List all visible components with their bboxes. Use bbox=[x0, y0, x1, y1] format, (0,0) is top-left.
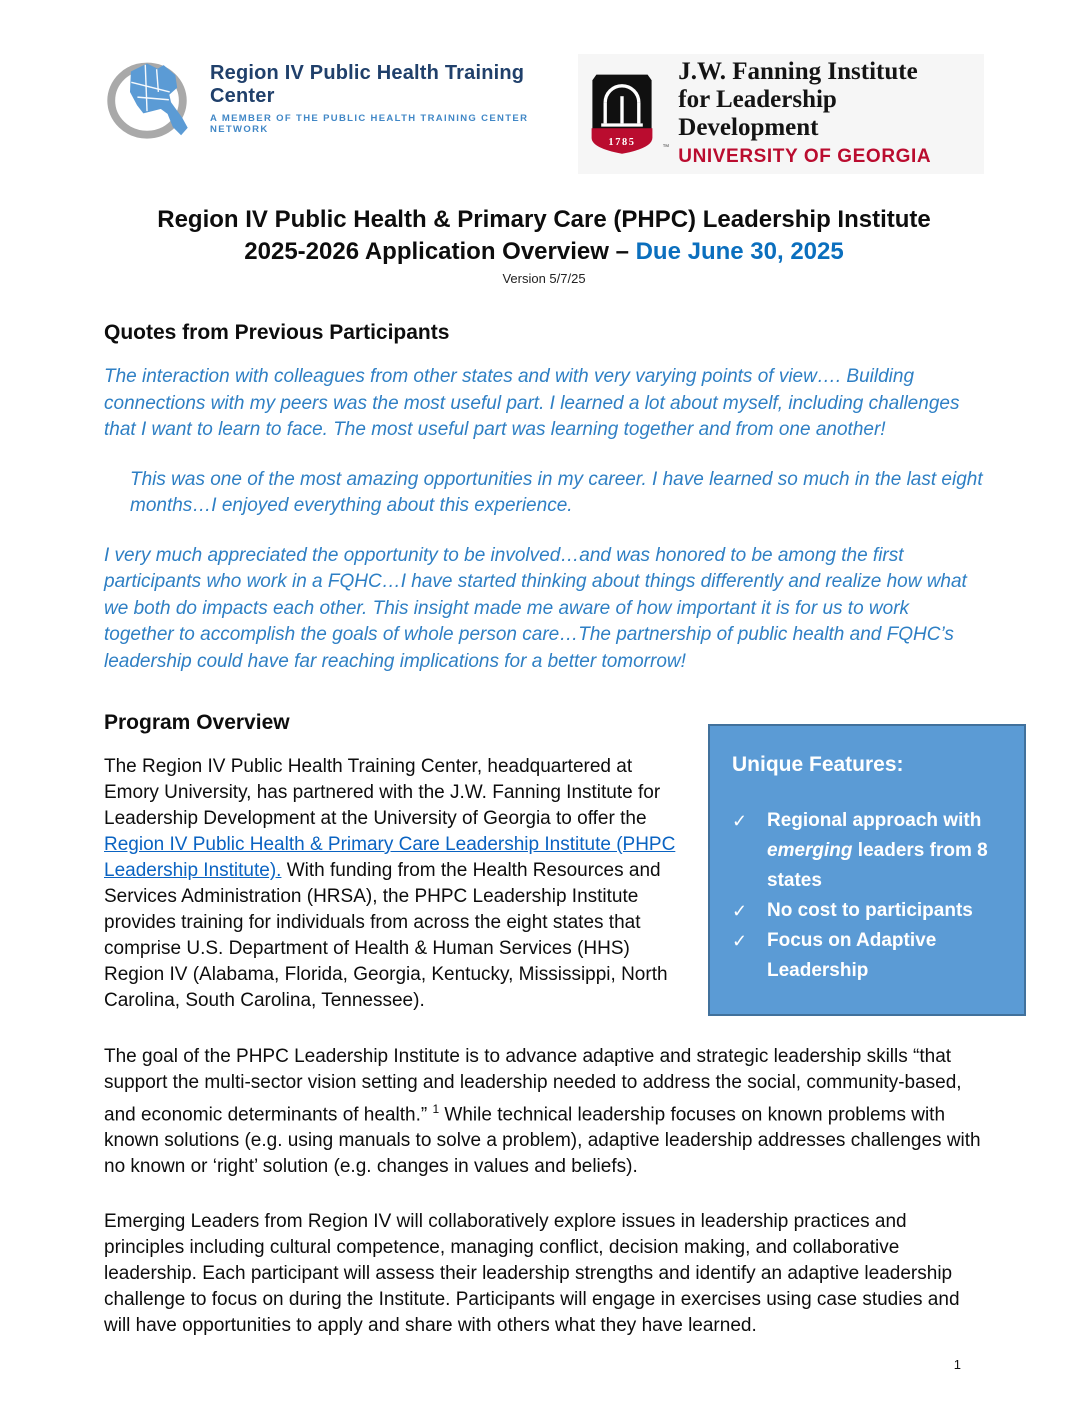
feature-item-text: Focus on Adaptive Leadership bbox=[767, 930, 937, 981]
university-of-georgia-label: UNIVERSITY OF GEORGIA bbox=[678, 146, 932, 167]
fanning-institute-line1: J.W. Fanning Institute bbox=[678, 58, 918, 85]
feature-item-text: No cost to participants bbox=[767, 900, 973, 921]
fanning-institute-line2: for Leadership Development bbox=[678, 86, 837, 141]
header bbox=[0, 0, 1088, 174]
program-overview-heading: Program Overview bbox=[104, 711, 290, 734]
unique-features-heading: Unique Features: bbox=[732, 753, 904, 776]
region-iv-phtc-subtitle: A MEMBER OF THE PUBLIC HEALTH TRAINING CENTER NETWORK bbox=[210, 112, 529, 135]
checkmark-icon: ✓ bbox=[732, 901, 748, 921]
feature-item-text bbox=[767, 806, 1006, 896]
unique-features-list bbox=[732, 806, 1006, 986]
region-iv-phtc-logo bbox=[106, 54, 578, 142]
program-overview-paragraph bbox=[104, 754, 686, 1014]
document-title-line2 bbox=[0, 236, 1088, 268]
emerging-leaders-paragraph: Emerging Leaders from Region IV will collaboratively explore issues in leadership practices and principles including cultural competence, managing conflict, decision making, and collaborative leadership. Each participant will assess their leadership strengths and identify an adaptive leadership challenge to focus on during the Institute. Participants will engage in exercises using case studies and will have opportunities to apply and share with others what they have learned. bbox=[104, 1211, 960, 1337]
participant-quote-2: This was one of the most amazing opportunities in my career. I have learned so much in the last eight months…I enjoyed everything about this experience. bbox=[130, 468, 983, 516]
page-number: 1 bbox=[953, 1357, 961, 1372]
goal-paragraph bbox=[104, 1044, 984, 1180]
quotes-heading: Quotes from Previous Participants bbox=[104, 321, 450, 344]
program-overview-section bbox=[104, 711, 988, 1014]
phpc-leadership-institute-link[interactable]: Region IV Public Health & Primary Care Leadership Institute (PHPC Leadership Institute). bbox=[104, 834, 676, 881]
feature-item-no-cost bbox=[732, 896, 1006, 926]
participant-quote-3: I very much appreciated the opportunity to be involved…and was honored to be among the first participants who work in a FQHC…I have started thinking about things differently and realize how what we both do impacts each other. This insight made me aware of how important it is for us to work together to accomplish the goals of whole person care…The partnership of public health and FQHC’s leadership could have far reaching implications for a better tomorrow! bbox=[104, 544, 967, 672]
overview-text-before-link: The Region IV Public Health Training Center, headquartered at Emory University, has partnered with the J.W. Fanning Institute for Leadership Development at the University of Georgia to offer the bbox=[104, 756, 661, 829]
participant-quote-1: The interaction with colleagues from other states and with very varying points of view…. Building connections with my peers was the most useful part. I learned a lot about myself, including challenges that I want to learn to face. The most useful part was learning together and from one another! bbox=[104, 366, 960, 440]
feature-item-regional bbox=[732, 806, 1006, 896]
overview-text-after-link: With funding from the Health Resources and Services Administration (HRSA), the PHPC Leadership Institute provides training for individuals from across the eight states that comprise U.S. Department of Health & Human Services (HHS) Region IV (Alabama, Florida, Georgia, Kentucky, Mississippi, North Carolina, South Carolina, Tennessee). bbox=[104, 860, 668, 1011]
region-iv-map-icon bbox=[106, 54, 202, 142]
document-title bbox=[0, 204, 1088, 268]
region-iv-phtc-title: Region IV Public Health Training Center bbox=[210, 61, 525, 107]
goal-text-after-footnote: While technical leadership focuses on known problems with known solutions (e.g. using manuals to solve a problem), adaptive leadership addresses challenges with no known or ‘right’ solution (e.g. changes in values and beliefs). bbox=[104, 1104, 981, 1178]
document-body bbox=[0, 321, 1088, 1339]
jw-fanning-logo bbox=[578, 54, 984, 174]
feature-item-adaptive bbox=[732, 926, 1006, 986]
checkmark-icon: ✓ bbox=[732, 931, 748, 951]
feature1-post: leaders from 8 states bbox=[767, 840, 988, 891]
due-date: Due June 30, 2025 bbox=[635, 238, 844, 265]
footnote-reference: 1 bbox=[432, 1102, 440, 1116]
trademark-symbol: ™ bbox=[662, 144, 670, 151]
uga-arch-icon bbox=[582, 67, 670, 159]
title-line2-prefix: 2025-2026 Application Overview – bbox=[244, 238, 636, 265]
feature1-pre: Regional approach with bbox=[767, 810, 982, 831]
jw-fanning-logo-text bbox=[678, 58, 970, 168]
document-title-line1: Region IV Public Health & Primary Care (PHPC) Leadership Institute bbox=[157, 206, 931, 233]
version-label: Version 5/7/25 bbox=[502, 271, 586, 286]
unique-features-box bbox=[708, 724, 1026, 1016]
checkmark-icon: ✓ bbox=[732, 811, 748, 831]
feature1-emphasis: emerging bbox=[767, 840, 853, 861]
region-iv-phtc-logo-text bbox=[210, 62, 578, 135]
svg-text:1785: 1785 bbox=[608, 137, 636, 148]
goal-text-before-footnote: The goal of the PHPC Leadership Institute is to advance adaptive and strategic leadership skills “that support the multi-sector vision setting and leadership needed to address the social, community-based, and economic determinants of health.” bbox=[104, 1046, 962, 1126]
